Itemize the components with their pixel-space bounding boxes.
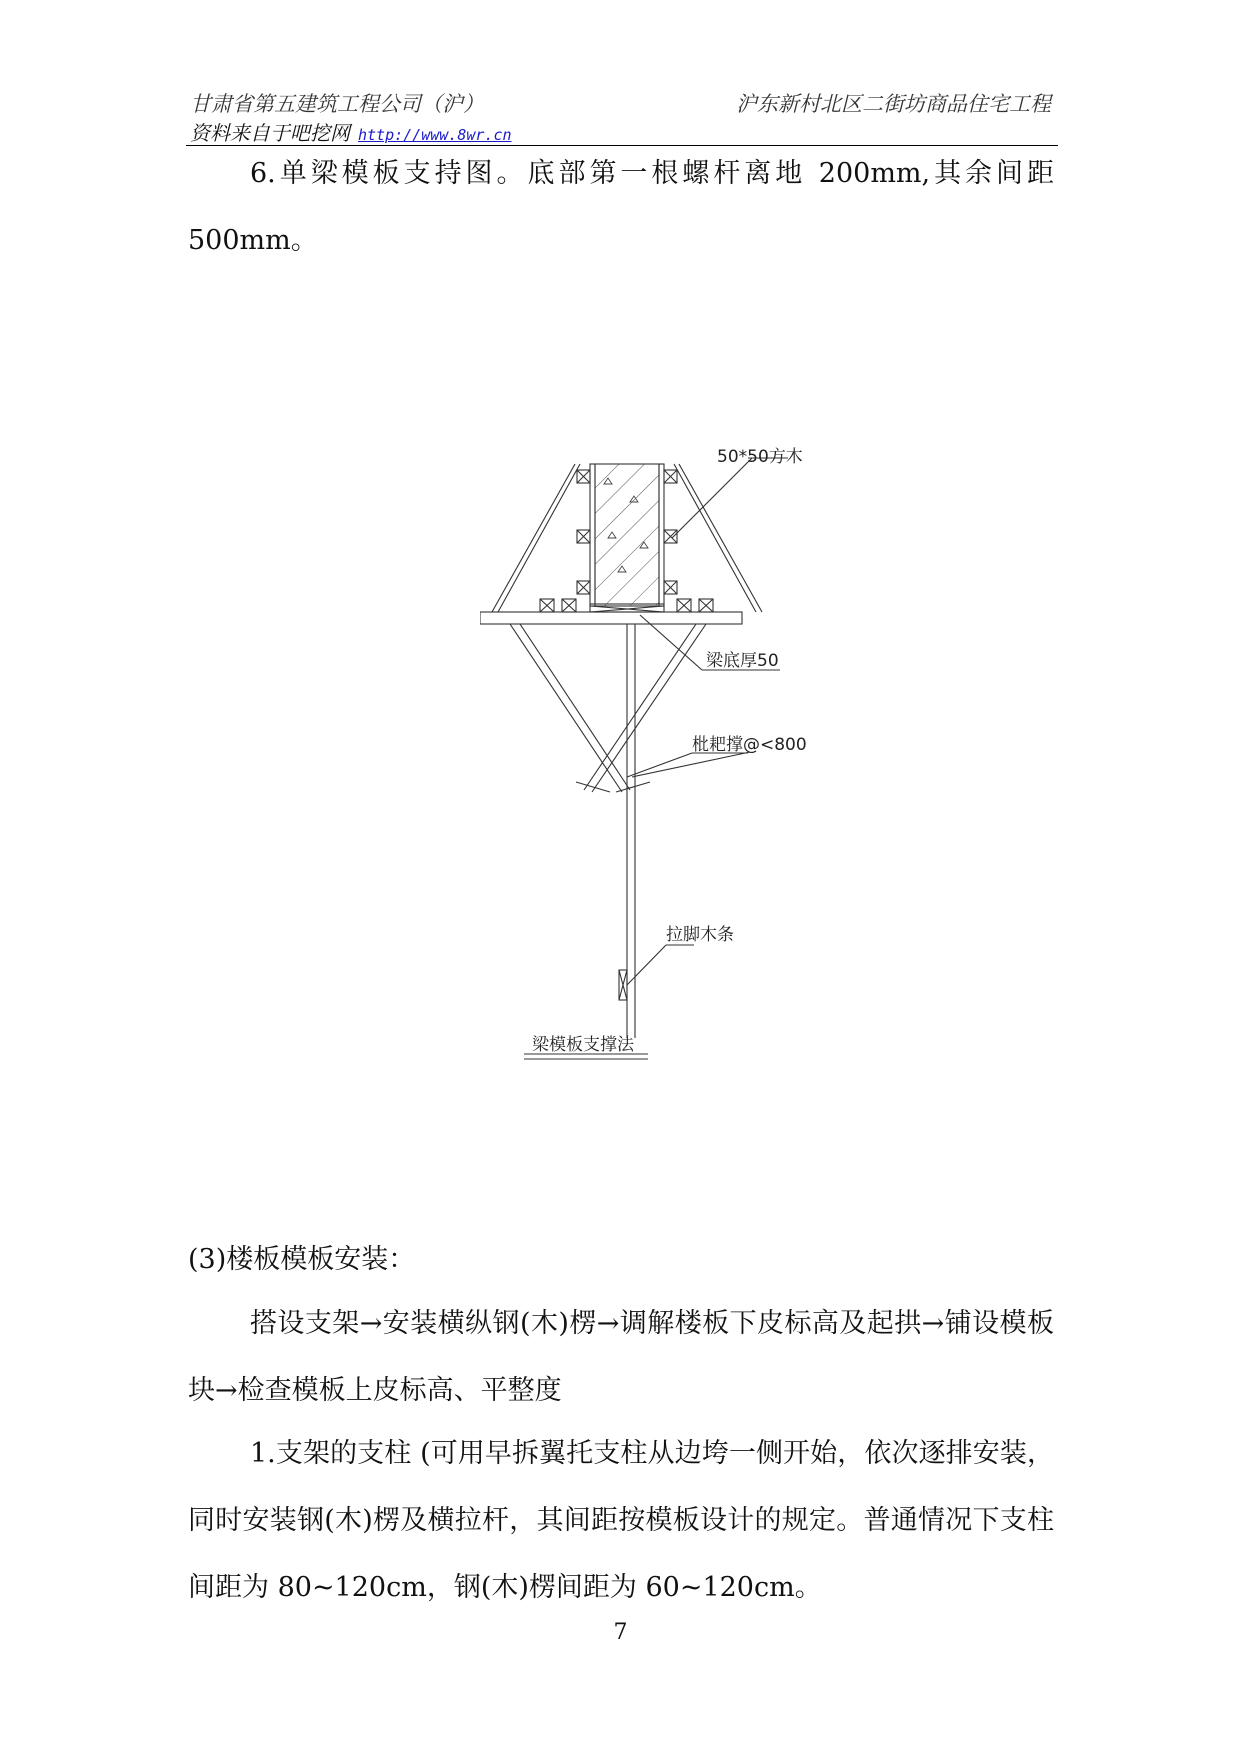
bottom-plank [480,612,742,624]
label-beam-bottom: 梁底厚50 [706,651,779,671]
leader-timber [672,458,752,538]
header-company: 甘肃省第五建筑工程公司（沪） [190,92,484,116]
label-sweep: 拉脚木条 [666,925,734,945]
label-timber: 50*50方木 [717,447,803,467]
diagonal-brace-right [592,624,706,792]
header-project-title: 沪东新村北区二街坊商品住宅工程 [736,92,1051,116]
leader-sweep [627,945,666,985]
beam-section [595,464,659,606]
header-source-link[interactable]: http://www.8wr.cn [358,126,512,144]
header-source-text: 资料来自于吧挖网 [190,121,350,145]
intro-paragraph: 6.单梁模板支持图。底部第一根螺杆离地 200mm,其余间距 500mm。 [188,158,1054,256]
side-form-right [659,464,664,606]
page-number: 7 [613,1620,628,1645]
brace-right-upper [679,464,762,612]
leader-brace [632,752,750,777]
section-heading: (3)楼板模板安装： [188,1244,416,1275]
detail-paragraph: 1.支架的支柱 (可用早拆翼托支柱从边垮一侧开始，依次逐排安装，同时安装钢(木)楞及横拉杆，其间距按模板设计的规定。普通情况下支柱间距为 80~120cm，钢(木)楞间距为 60~120cm。 [188,1438,1054,1603]
label-brace: 枇耙撑@<800 [692,735,807,755]
process-flow: 搭设支架→安装横纵钢(木)楞→调解楼板下皮标高及起拱→铺设模板块→检查模板上皮标高、平整度 [188,1308,1054,1406]
figure-caption: 梁模板支撑法 [532,1035,634,1055]
diagonal-brace-left [510,624,622,792]
beam-formwork-figure [480,447,880,1140]
side-form-left [590,464,595,606]
brace-left-upper [492,464,575,612]
